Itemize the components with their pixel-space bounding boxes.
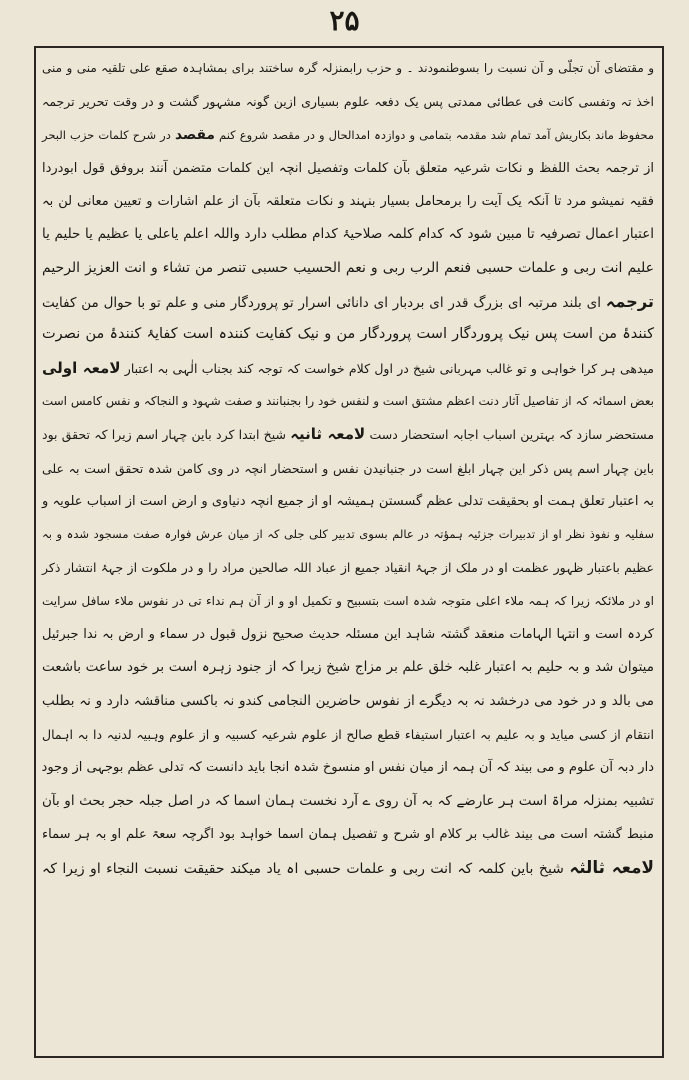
text-line: فقیہ نمیشو مرد تا آنکہ یک آیت را برمحامل بسیار بنہند و نکات متعلقہ بآن از علم اشارات و تعیین معانی لن بہ [42, 194, 654, 210]
body-text [38, 52, 658, 1054]
text-line: بہ اعتبار تعلق ہمت او بحقیقت تدلی عظم گسستن ہمیشہ او از جمیع انچہ دنیاوی و ارض است از اسباب علویہ و [42, 493, 654, 509]
text-line: کنندۂ من است پس نیک پروردگار است پروردگار من و نیک کفایت کنندہ است کفایۂ کنندۂ من نصرت [42, 326, 654, 343]
section-heading: لامعہ ثالثہ [569, 857, 654, 878]
text-line: تشبیہ بمنزلہ مراۃ است ہر عارضے کہ بہ آن روی ے آرد نخست ہمان اسما کہ در اصل جبلہ حجر بحث او بآن [42, 792, 654, 809]
text-line [38, 352, 658, 385]
text-line: دار دبہ آن علوم و می بیند کہ آن ہمہ از میان نفس او منسوخ شدہ انجا باید دانست کہ تدلی عظم بوجہی از وجود [41, 760, 654, 776]
text-line: از ترجمہ بحث اللفظ و نکات شرعیہ متعلق بآن کلمات وتفصیل انچہ این کلمات متضمن آنند بروفق قول ابودردا [42, 160, 654, 176]
line-text-before: مستحضر سازد کہ بہترین اسباب اجابہ استحضار دست [365, 427, 655, 443]
text-line: اعتبار اعمال تصرفیہ تا مبین شود کہ کدام کلمہ صلاحیۂ کدام مطلب دارد واللہ اعلم یاعلی یا عظیم یا حلیم یا [42, 226, 654, 243]
text-line: باین چہار اسم پس ذکر این چہار ابلغ است در جنبانیدن نفس و استحضار انچہ در وی کامن شدہ تحقق است بہ علی [42, 460, 654, 476]
text-line: انتقام از کسی میاید و بہ علیم بہ اعتبار استیفاء قطع صالح از علوم شرعیہ کسبیہ و از علوم وہبیہ لدنیہ دا بہ اہمال [42, 726, 654, 742]
text-line: کردہ است و انتہا الہامات منعقد گشتہ شاہد این مسئلہ حدیث صحیح نزول قبول در سماء و ارض بہ ندا جبرئیل [42, 627, 654, 643]
line-text-after: در شرح کلمات حزب البحر [42, 127, 175, 142]
page-number: ۲۵ [329, 4, 360, 37]
text-line: میتوان شد و بہ حلیم بہ اعتبار غلبہ خلق علم بر مزاج شیخ زیرا کہ از جنود زہرہ است بر خود ساعت باشعت [42, 659, 654, 676]
line-text-after: شیخ ابتدا کرد باین چہار اسم زیرا کہ تحقق بود [42, 427, 291, 443]
text-line [38, 418, 658, 451]
text-line: علیم انت ربی و علمات حسبی فنعم الرب ربی و نعم الحسیب حسبی تنصر من تشاء و انت العزیز الرحیم [42, 259, 654, 276]
text-line: و مقتضای آن تجلّی و آن نسبت را بسوطنمودند ۔ و حزب رابمنزلہ گرہ ساختند برای بمشاہدہ صقع علی تلقیہ منی و منی [42, 61, 654, 75]
text-line: سفلیہ و نفوذ نظر او از تدبیرات جزئیہ ہمؤتہ در عالم بسوی تدبیر کلی جلی کہ از میان عرش فوارہ صفت مسجود شدہ و بہ [42, 527, 654, 542]
section-heading: لامعہ ثانیہ [290, 425, 366, 444]
section-heading: ترجمہ [605, 292, 654, 312]
text-line: عظیم باعتبار ظہور عظمت او در ملک از جہۂ انقیاد جمیع از عباد اللہ صالحین مراد را و در ملکوت از جہۂ انتشار ذکر [42, 560, 654, 576]
line-text-before: محفوظ ماند بکاریش آمد تمام شد مقدمہ بتمامی و دوازدہ امدالحال و در مقصد شروع کنم [214, 127, 654, 142]
text-line: او در ملائکہ زیرا کہ ہمہ ملاء اعلی متوجہ شدہ است بتسبیح و تکمیل او و از آن ہم نداء تی در نفوس ملاء سافل سرایت [42, 593, 654, 608]
text-line: بعض اسمائہ کہ از تفاصیل آثار دنت اعظم مشتق است و لنفس خود را بجنبانند و صفت شہود و النجاکہ و نفس کامس است [41, 393, 654, 408]
line-text-before: میدھی ہر کرا خواہی و تو غالب مہربانی شیخ در اول کلام خواست کہ توجہ کند بجناب الٰہی بہ اعتبار [120, 360, 654, 376]
line-text-after: شیخ باین کلمہ کہ انت ربی و علمات حسبی اہ یاد میکند حقیقت نسبت النجاء او زیرا کہ [42, 861, 570, 878]
line-text-after: ای بلند مرتبہ ای بزرگ قدر ای بردبار ای دانائی اسرار تو پروردگار منی و علم تو با حوال من کفایت [42, 295, 606, 312]
text-line [38, 285, 658, 318]
text-line [38, 851, 658, 884]
section-heading: لامعہ اولی [42, 358, 121, 377]
text-line: منبط گشتہ است می بیند غالب بر کلام او شرح و تفصیل ہمان اسما خواہد بود اگرچہ سعۃ علم او بہ ہر سماء [42, 826, 654, 842]
section-heading: مقصد [174, 126, 215, 143]
text-line: اخذ تہ وتفسی کانت فی عطائی ممدتی پس یک دفعہ علوم بسیاری ازین گونہ مشہور گشت و در وقت تحریر ترجمہ [42, 94, 654, 110]
text-line [38, 119, 658, 152]
text-line: می بالد و در خود می درخشد نہ بہ دیگرے از نفوس حاضرین النجامی کندو نہ باکسی مناقشہ دارد و نہ بطلب [42, 692, 654, 709]
